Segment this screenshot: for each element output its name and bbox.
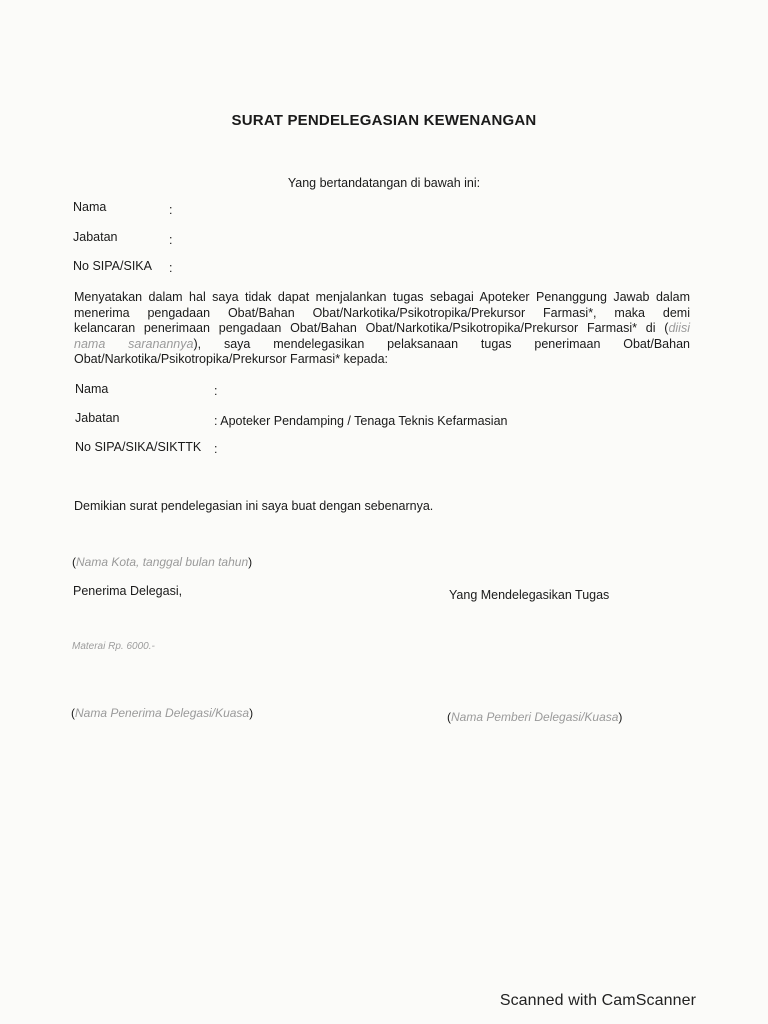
statement-line-3-text: kelancaran penerimaan pengadaan Obat/Bahan Obat/Narkotika/Psikotropika/Prekursor Farmasi* di	[74, 321, 656, 335]
delegate-name-value: :	[214, 384, 218, 398]
giver-name-line	[447, 710, 622, 724]
place-date-placeholder: Nama Kota, tanggal bulan tahun	[76, 555, 249, 569]
statement-line-4-text: saya mendelegasikan pelaksanaan tugas penerimaan Obat/Bahan	[223, 336, 690, 351]
place-date-line	[72, 555, 252, 569]
statement-paragraph	[74, 290, 690, 368]
receiver-name-line	[71, 706, 253, 720]
giver-name-close-paren: )	[618, 710, 623, 724]
place-date-close-paren: )	[248, 555, 253, 569]
facility-placeholder-part-1: diisi	[668, 321, 690, 335]
statement-line-2: menerima pengadaan Obat/Bahan Obat/Narkotika/Psikotropika/Prekursor Farmasi*, maka demi	[74, 305, 690, 320]
giver-name-open-paren: (	[447, 710, 451, 724]
delegator-license-label: No SIPA/SIKA	[73, 259, 152, 273]
delegate-position-value: : Apoteker Pendamping / Tenaga Teknis Kefarmasian	[214, 414, 508, 428]
facility-placeholder-part-2: nama saranannya	[74, 336, 194, 351]
delegate-name-label: Nama	[75, 382, 109, 396]
delegate-license-value: :	[214, 442, 218, 456]
document-title: SURAT PENDELEGASIAN KEWENANGAN	[231, 112, 537, 129]
giver-title: Yang Mendelegasikan Tugas	[449, 588, 610, 602]
receiver-name-placeholder: Nama Penerima Delegasi/Kuasa	[75, 706, 250, 720]
intro-text: Yang bertandatangan di bawah ini:	[287, 176, 481, 190]
delegator-license-value: :	[169, 261, 173, 275]
stamp-duty-note: Materai Rp. 6000.-	[72, 641, 155, 652]
receiver-name-open-paren: (	[71, 706, 75, 720]
statement-line-3	[74, 321, 690, 337]
delegator-name-value: :	[169, 203, 173, 217]
receiver-title: Penerima Delegasi,	[73, 584, 183, 598]
delegate-position-label: Jabatan	[75, 411, 120, 425]
placeholder-close-paren: ),	[193, 336, 202, 351]
delegator-position-value: :	[169, 233, 173, 247]
delegator-position-label: Jabatan	[73, 230, 118, 244]
placeholder-open-paren: (	[664, 321, 669, 335]
delegator-name-label: Nama	[73, 200, 107, 214]
statement-line-4	[74, 337, 690, 353]
receiver-name-close-paren: )	[249, 706, 254, 720]
statement-line-1: Menyatakan dalam hal saya tidak dapat menjalankan tugas sebagai Apoteker Penanggung Jawab dalam	[74, 290, 690, 304]
place-date-open-paren: (	[72, 555, 76, 569]
giver-name-placeholder: Nama Pemberi Delegasi/Kuasa	[451, 710, 619, 724]
scanner-watermark: Scanned with CamScanner	[499, 992, 696, 1009]
delegate-license-label: No SIPA/SIKA/SIKTTK	[75, 440, 202, 454]
statement-line-5: Obat/Narkotika/Psikotropika/Prekursor Farmasi* kepada:	[74, 352, 389, 366]
closing-statement: Demikian surat pendelegasian ini saya buat dengan sebenarnya.	[74, 499, 434, 513]
